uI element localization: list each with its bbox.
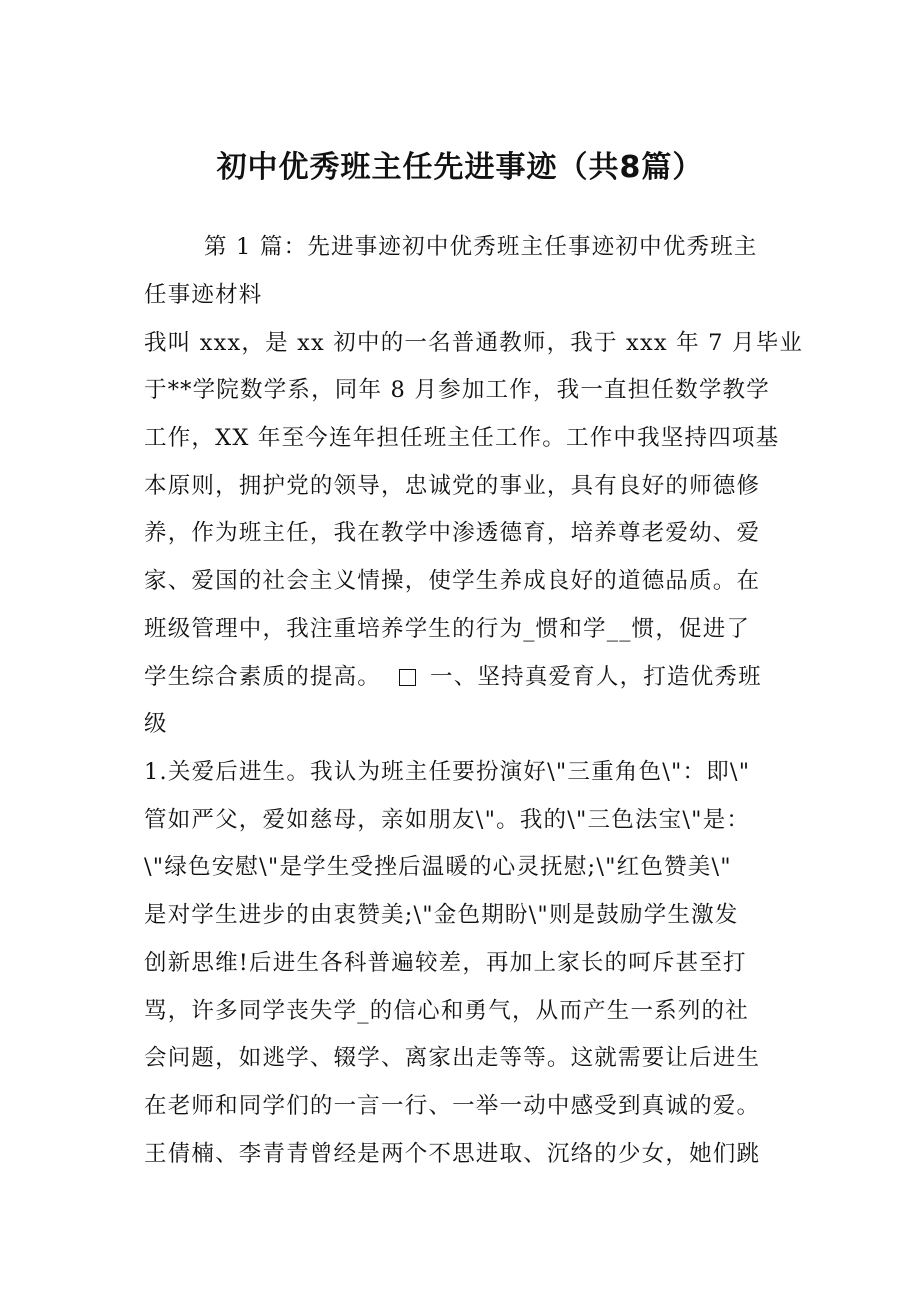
body-line: 在老师和同学们的一言一行、一举一动中感受到真诚的爱。 — [144, 1093, 761, 1119]
body-line: 会问题，如逃学、辍学、离家出走等等。这就需要让后进生 — [144, 1045, 761, 1071]
body-line: 工作，XX 年至今连年担任班主任工作。工作中我坚持四项基 — [144, 425, 780, 451]
document-title: 初中优秀班主任先进事迹（共8篇） — [216, 150, 704, 185]
body-line: 养，作为班主任，我在教学中渗透德育，培养尊老爱幼、爱 — [144, 520, 761, 546]
chapter-heading-line-1: 第 1 篇：先进事迹初中优秀班主任事迹初中优秀班主 — [204, 234, 758, 260]
body-line: 于**学院数学系，同年 8 月参加工作，我一直担任数学教学 — [144, 377, 770, 403]
body-text: 学生综合素质的提高。 — [144, 664, 382, 690]
body-line: 王倩楠、李青青曾经是两个不思进取、沉络的少女，她们跳 — [144, 1141, 761, 1167]
chapter-heading-line-2: 任事迹材料 — [144, 282, 263, 308]
body-line: 我叫 xxx，是 xx 初中的一名普通教师，我于 xxx 年 7 月毕业 — [144, 330, 804, 356]
body-line: 本原则，拥护党的领导，忠诚党的事业，具有良好的师德修 — [144, 473, 761, 499]
body-line: 1.关爱后进生。我认为班主任要扮演好\"三重角色\"：即\" — [144, 759, 751, 785]
body-line: 创新思维!后进生各科普遍较差，再加上家长的呵斥甚至打 — [144, 950, 747, 976]
section-heading-continued: 级 — [144, 711, 168, 737]
body-line: 家、爱国的社会主义情操，使学生养成良好的道德品质。在 — [144, 568, 761, 594]
checkbox-icon — [399, 669, 416, 686]
body-line: 是对学生进步的由衷赞美;\"金色期盼\"则是鼓励学生激发 — [144, 902, 739, 928]
body-line: 骂，许多同学丧失学_的信心和勇气，从而产生一系列的社 — [144, 998, 749, 1024]
body-line-with-checkbox — [144, 662, 804, 692]
section-heading-text: 一、坚持真爱育人，打造优秀班 — [430, 664, 762, 690]
body-line: 班级管理中，我注重培养学生的行为_惯和学__惯，促进了 — [144, 616, 751, 642]
body-line: \"绿色安慰\"是学生受挫后温暖的心灵抚慰;\"红色赞美\" — [144, 854, 732, 880]
body-line: 管如严父，爱如慈母，亲如朋友\"。我的\"三色法宝\"是： — [144, 807, 751, 833]
